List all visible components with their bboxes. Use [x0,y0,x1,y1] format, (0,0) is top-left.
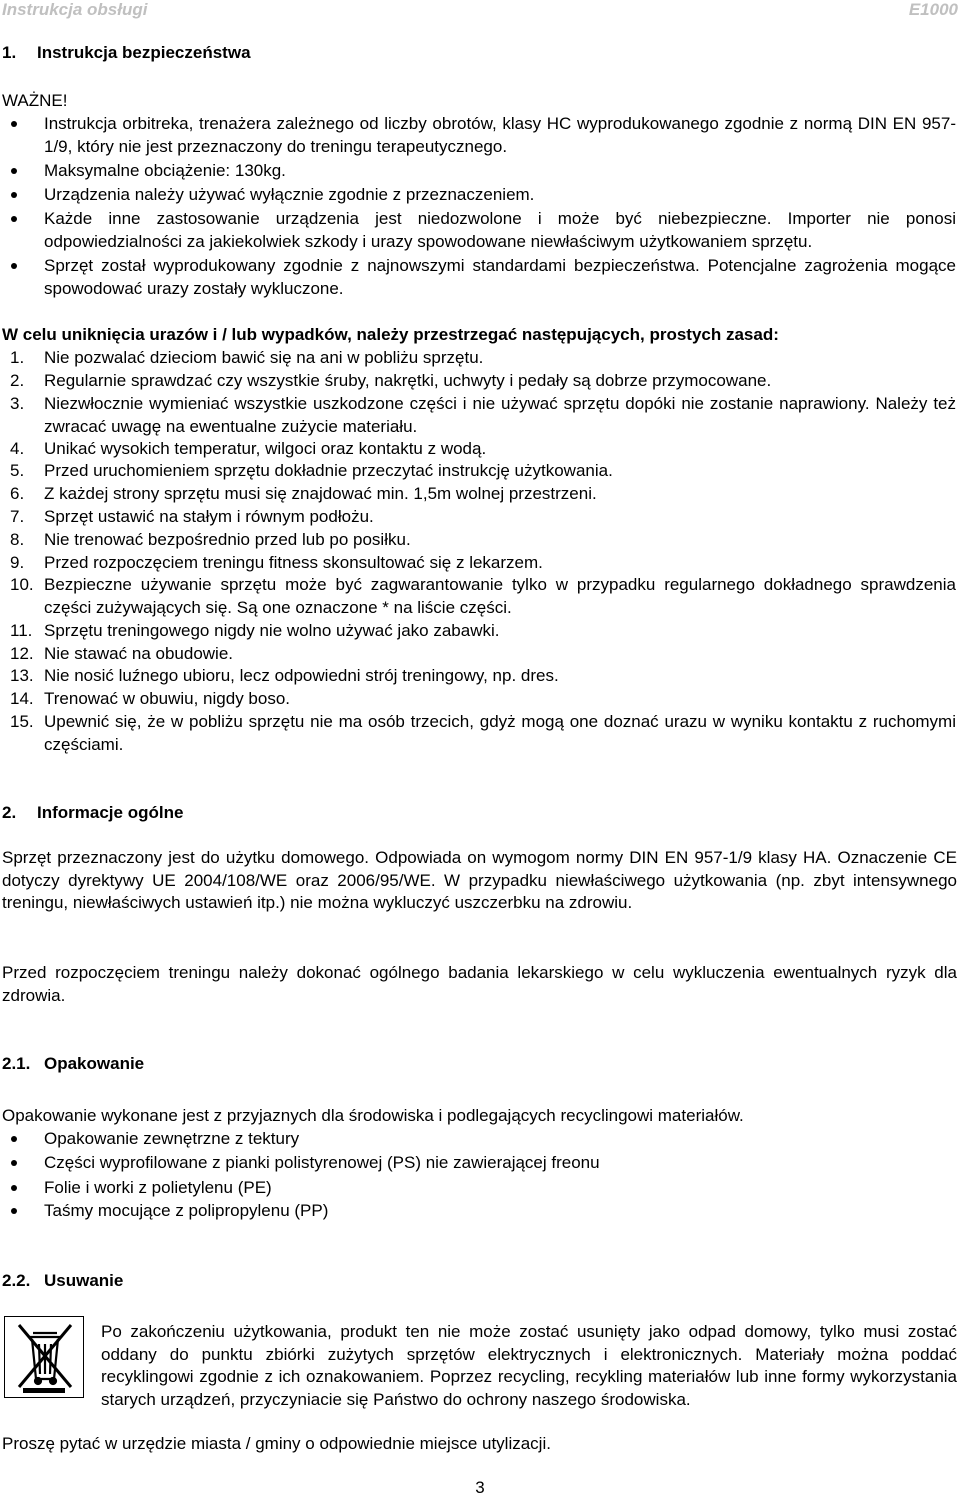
general-info-paragraph: Sprzęt przeznaczony jest do użytku domowego. Odpowiada on wymogom normy DIN EN 957-1/9 klasy HA. Oznaczenie CE dotyczy dyrektywy UE 2004/108/WE oraz 2006/95/WE. W przypadku niewłaściwego użytkowania (np. zbyt intensywnego treningu, niewłaściwych ustawień itp.) nie można wykluczyć uszczerbku na zdrowiu. [2,848,957,912]
header-title: Instrukcja obsługi [2,0,148,19]
rule-number: 12. [10,644,34,663]
rule-text: Trenować w obuwiu, nigdy boso. [44,689,291,708]
bullet-text: Maksymalne obciążenie: 130kg. [44,161,286,180]
rule-item [2,438,956,461]
bullet-text: Sprzęt został wyprodukowany zgodnie z najnowszymi standardami bezpieczeństwa. Potencjalne zagrożenia mogące spowodować urazy zostały wykluczone. [44,256,956,298]
section-number: 2.1. [2,1054,31,1073]
section-number: 1. [2,43,17,62]
packaging-intro: Opakowanie wykonane jest z przyjaznych dla środowiska i podlegających recyclingowi materiałów. [2,1106,744,1125]
rule-text: Bezpieczne używanie sprzętu może być zagwarantowanie tylko w przypadku regularnego dokładnego sprawdzenia części zużywających się. Są one oznaczone * na liście części. [44,575,956,617]
bullet-text: Folie i worki z polietylenu (PE) [44,1178,272,1197]
bullet-item [2,255,956,300]
rule-number: 13. [10,666,34,685]
bullet-item [2,113,956,158]
disposal-paragraph: Po zakończeniu użytkowania, produkt ten nie może zostać usunięty jako odpad domowy, tylko musi zostać oddany do punktu zbiórki zużytych sprzętów elektrycznych i elektronicznych. Materiały można poddać recyklingowi zgodnie z ich oznakowaniem. Poprzez recycling, recykling materiałów lub inne formy wykorzystania starych urządzeń, przyczyniacie się Państwo do ochrony naszego środowiska. [101,1322,957,1409]
bullet-item [2,160,956,183]
packaging-item [2,1177,956,1200]
medical-check-paragraph: Przed rozpoczęciem treningu należy dokonać ogólnego badania lekarskiego w celu wykluczenia ewentualnych ryzyk dla zdrowia. [2,963,957,1005]
rule-item [2,643,956,666]
rule-number: 8. [10,530,25,549]
section-title: Instrukcja bezpieczeństwa [37,43,251,62]
rule-text: Nie pozwalać dzieciom bawić się na ani w pobliżu sprzętu. [44,348,484,367]
rule-item [2,665,956,688]
rule-item [2,370,956,393]
rule-number: 1. [10,348,25,367]
section-2-2-heading [2,1270,123,1292]
bullet-text: Urządzenia należy używać wyłącznie zgodnie z przeznaczeniem. [44,185,535,204]
rule-item [2,460,956,483]
rule-number: 4. [10,439,25,458]
rule-text: Nie stawać na obudowie. [44,644,234,663]
section-title: Informacje ogólne [37,803,184,822]
page-number: 3 [475,1478,485,1497]
rule-item [2,483,956,506]
bullet-item [2,208,956,253]
disposal-note: Proszę pytać w urzędzie miasta / gminy o odpowiednie miejsce utylizacji. [2,1434,551,1453]
important-label: WAŻNE! [2,91,68,110]
rule-number: 7. [10,507,25,526]
section-title: Opakowanie [44,1054,145,1073]
section-number: 2.2. [2,1271,31,1290]
bullet-item [2,184,956,207]
bullet-text: Taśmy mocujące z polipropylenu (PP) [44,1201,329,1220]
bullet-text: Instrukcja orbitreka, trenażera zależnego od liczby obrotów, klasy HC wyprodukowanego zgodnie z normą DIN EN 957-1/9, który nie jest przeznaczony do treningu terapeutycznego. [44,114,956,156]
rule-number: 3. [10,394,25,413]
rule-number: 5. [10,461,25,480]
weee-symbol-icon [5,1317,83,1397]
rule-item [2,574,956,619]
section-2-1-heading [2,1053,144,1075]
rule-text: Unikać wysokich temperatur, wilgoci oraz kontaktu z wodą. [44,439,487,458]
rule-text: Przed rozpoczęciem treningu fitness skonsultować się z lekarzem. [44,553,543,572]
rule-number: 10. [10,575,34,594]
rules-heading: W celu uniknięcia urazów i / lub wypadków, należy przestrzegać następujących, prostych zasad: [2,325,779,344]
section-number: 2. [2,803,17,822]
rule-number: 14. [10,689,34,708]
page-header [2,0,960,22]
rule-number: 9. [10,553,25,572]
rule-item [2,347,956,370]
header-model: E1000 [908,0,958,19]
rule-item [2,711,956,756]
section-title: Usuwanie [44,1271,124,1290]
section-2-heading [2,802,183,824]
rule-text: Nie trenować bezpośrednio przed lub po posiłku. [44,530,411,549]
bullet-text: Każde inne zastosowanie urządzenia jest niedozwolone i może być niebezpieczne. Importer nie ponosi odpowiedzialności za jakiekolwiek szkody i urazy spowodowane niewłaściwym użytkowaniem sprzętu. [44,209,956,251]
rule-text: Sprzęt ustawić na stałym i równym podłożu. [44,507,374,526]
rule-text: Przed uruchomieniem sprzętu dokładnie przeczytać instrukcję użytkowania. [44,461,613,480]
rule-number: 6. [10,484,25,503]
rule-number: 2. [10,371,25,390]
rule-text: Upewnić się, że w pobliżu sprzętu nie ma osób trzecich, gdyż mogą one doznać urazu w wyniku kontaktu z ruchomymi częściami. [44,712,956,754]
packaging-item [2,1152,956,1175]
section-1-heading [2,42,251,64]
packaging-item [2,1200,956,1223]
rule-text: Nie nosić luźnego ubioru, lecz odpowiedni strój treningowy, np. dres. [44,666,559,685]
rule-text: Niezwłocznie wymieniać wszystkie uszkodzone części i nie używać sprzętu dopóki nie zostanie naprawiony. Należy też zwracać uwagę na ewentualne zużycie materiału. [44,394,956,436]
rule-item [2,552,956,575]
rule-number: 11. [10,621,33,640]
rule-item [2,506,956,529]
rule-item [2,620,956,643]
bullet-text: Części wyprofilowane z pianki polistyrenowej (PS) nie zawierającej freonu [44,1153,600,1172]
bullet-text: Opakowanie zewnętrzne z tektury [44,1129,300,1148]
rule-number: 15. [10,712,34,731]
rule-item [2,529,956,552]
rule-item [2,393,956,438]
rule-text: Regularnie sprawdzać czy wszystkie śruby, nakrętki, uchwyty i pedały są dobrze przymocowane. [44,371,772,390]
rule-item [2,688,956,711]
crossed-out-bin-icon [4,1316,84,1398]
rule-text: Sprzętu treningowego nigdy nie wolno używać jako zabawki. [44,621,500,640]
rule-text: Z każdej strony sprzętu musi się znajdować min. 1,5m wolnej przestrzeni. [44,484,597,503]
packaging-item [2,1128,956,1151]
